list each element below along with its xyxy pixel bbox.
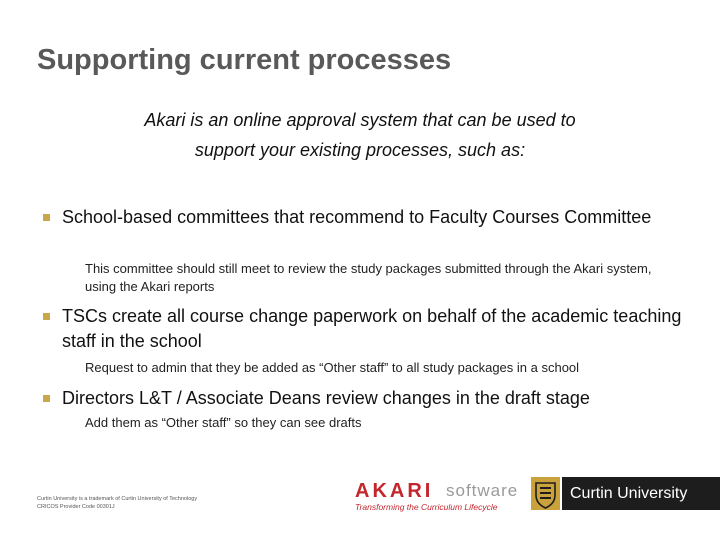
square-bullet-icon: [43, 313, 50, 320]
intro-line-1: Akari is an online approval system that can be used to: [144, 110, 576, 130]
bullet-item-2: [62, 304, 692, 354]
akari-wordmark: AKARI: [355, 480, 434, 502]
akari-tagline: Transforming the Curriculum Lifecycle: [355, 502, 498, 512]
crest-icon: [531, 477, 560, 510]
software-wordmark: software: [446, 481, 519, 500]
bullet-text-1: School-based committees that recommend to Faculty Courses Committee: [62, 207, 652, 227]
intro-text: [90, 105, 630, 165]
sub-text-2: Request to admin that they be added as “Other staff” to all study packages in a school: [85, 360, 580, 375]
footer-note: [37, 495, 197, 511]
bullet-item-3: [62, 386, 692, 411]
square-bullet-icon: [43, 395, 50, 402]
sub-text-3: Add them as “Other staff” so they can see drafts: [85, 415, 362, 430]
bullet-item-1: [62, 205, 692, 230]
footer-cricos: CRICOS Provider Code 00301J: [37, 504, 115, 510]
sub-text-1: This committee should still meet to review the study packages submitted through the Akari system, using the Akari reports: [85, 261, 652, 294]
slide-title: Supporting current processes: [37, 44, 452, 76]
akari-logo: [355, 480, 525, 516]
bullet-text-3: Directors L&T / Associate Deans review changes in the draft stage: [62, 388, 590, 408]
curtin-logo: [531, 477, 720, 510]
intro-line-2: support your existing processes, such as:: [194, 140, 526, 160]
bullet-text-2: TSCs create all course change paperwork on behalf of the academic teaching staff in the school: [62, 306, 682, 351]
square-bullet-icon: [43, 214, 50, 221]
footer-trademark: Curtin University is a trademark of Curtin University of Technology: [37, 496, 198, 502]
curtin-wordmark: Curtin University: [562, 477, 720, 510]
